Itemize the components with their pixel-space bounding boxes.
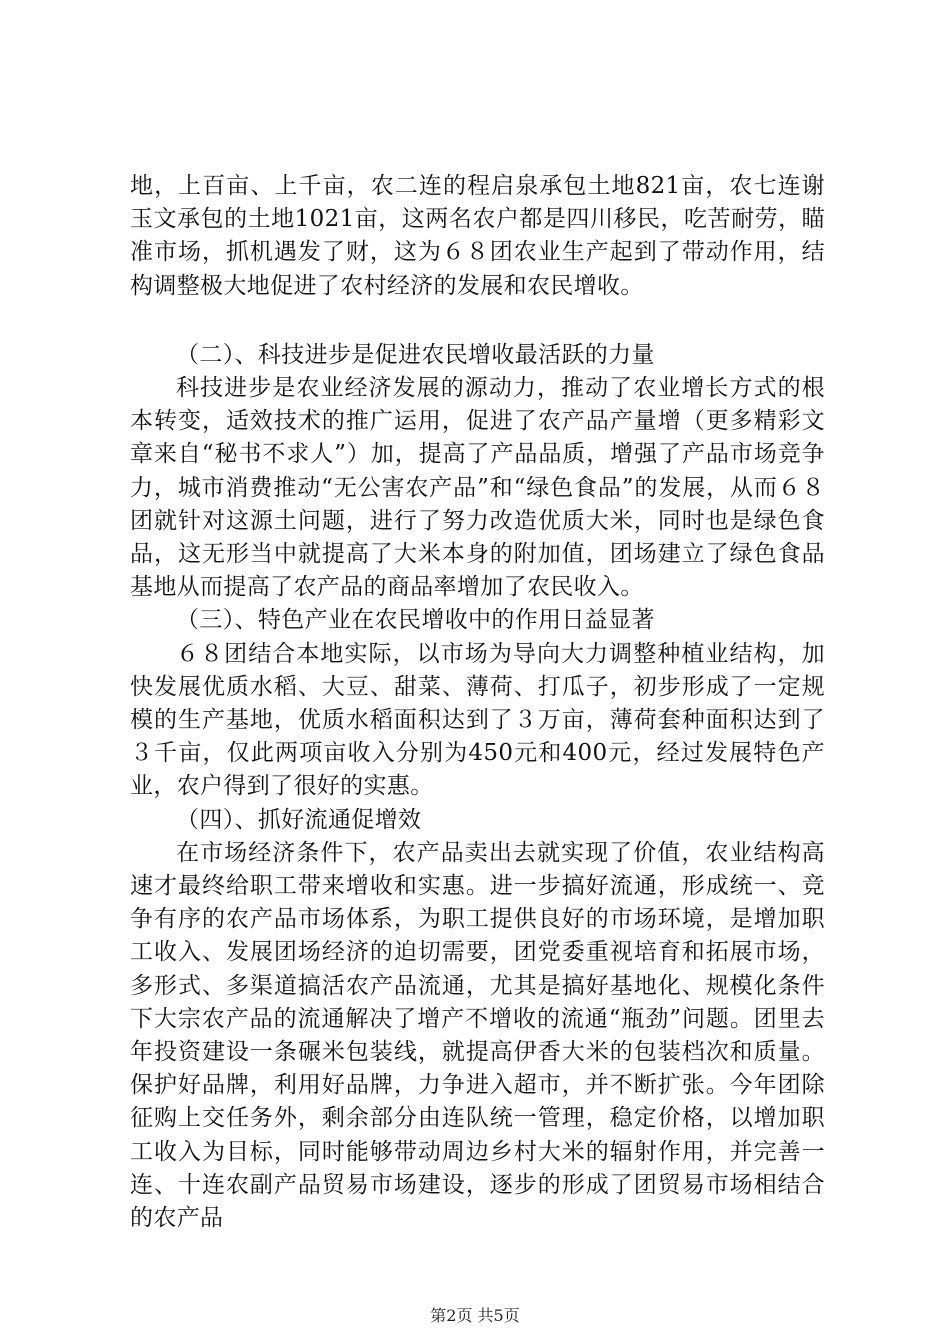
section-heading-special-industry: （三）、特色产业在农民增收中的作用日益显著 xyxy=(176,607,655,634)
section-heading-circulation: （四）、抓好流通促增效 xyxy=(176,806,422,833)
paragraph-circulation: 在市场经济条件下，农产品卖出去就实现了价值，农业结构高速才最终给职工带来增收和实惠。进一步搞好流通，形成统一、竞争有序的农产品市场体系，为职工提供良好的市场环境，是增加职工收入、发展团场经济的迫切需要，团党委重视培育和拓展市场，多形式、多渠道搞活农产品流通，尤其是搞好基地化、规模化条件下大宗农产品的流通解决了增产不增收的流通“瓶劲”问题。团里去年投资建设一条碾米包装线，就提高伊香大米的包装档次和质量。保护好品牌，利用好品牌，力争进入超市，并不断扩张。今年团除征购上交任务外，剩余部分由连队统一管理，稳定价格，以增加职工收入为目标，同时能够带动周边乡村大米的辐射作用，并完善一连、十连农副产品贸易市场建设，逐步的形成了团贸易市场相结合的农产品 xyxy=(130,839,825,1232)
document-body xyxy=(130,170,825,1235)
section-heading-tech-progress: （二）、科技进步是促进农民增收最活跃的力量 xyxy=(176,341,655,368)
paragraph-land-contracting: 地，上百亩、上千亩，农二连的程启泉承包土地821亩，农七连谢玉文承包的土地1021亩，这两名农户都是四川移民，吃苦耐劳，瞄准市场，抓机遇发了财，这为６８团农业生产起到了带动作用，结构调整极大地促进了农村经济的发展和农民增收。 xyxy=(130,173,825,299)
page-number-footer: 第2页 共5页 xyxy=(430,1306,520,1325)
paragraph-special-industry: ６８团结合本地实际，以市场为导向大力调整种植业结构，加快发展优质水稻、大豆、甜菜、薄荷、打瓜子，初步形成了一定规模的生产基地，优质水稻面积达到了３万亩，薄荷套种面积达到了３千亩，仅此两项亩收入分别为450元和400元，经过发展特色产业，农户得到了很好的实惠。 xyxy=(130,640,825,800)
paragraph-gap xyxy=(130,303,825,339)
paragraph-tech-progress: 科技进步是农业经济发展的源动力，推动了农业增长方式的根本转变，适效技术的推广运用，促进了农产品产量增（更多精彩文章来自“秘书不求人”）加，提高了产品品质，增强了产品市场竞争力，城市消费推动“无公害农产品”和“绿色食品”的发展，从而６８团就针对这源土问题，进行了努力改造优质大米，同时也是绿色食品，这无形当中就提高了大米本身的附加值，团场建立了绿色食品基地从而提高了农产品的商品率增加了农民收入。 xyxy=(130,375,825,601)
